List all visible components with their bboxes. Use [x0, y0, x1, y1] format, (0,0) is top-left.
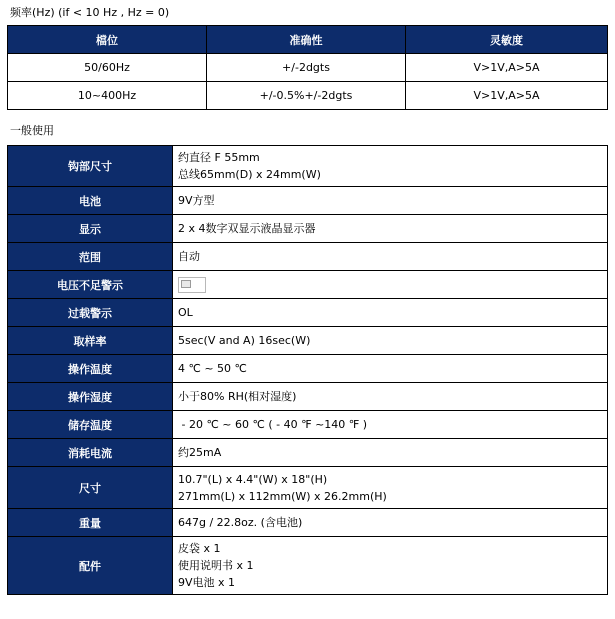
spec-value: [173, 146, 608, 187]
spec-key: 操作温度: [8, 355, 173, 383]
spec-row-dimensions: [8, 467, 608, 509]
header-sensitivity: 灵敏度: [406, 26, 608, 54]
spec-value: [173, 271, 608, 299]
spec-key: 过载警示: [8, 299, 173, 327]
spec-value-line: OL: [178, 306, 193, 319]
header-range: 檔位: [8, 26, 207, 54]
spec-value-line: 约25mA: [178, 446, 222, 459]
spec-value-line: 9V方型: [178, 194, 215, 207]
spec-value-line: 皮袋 x 1: [178, 542, 221, 555]
table-header-row: [8, 26, 608, 54]
spec-row-operating-temp: [8, 355, 608, 383]
spec-row-range: [8, 243, 608, 271]
cell-sensitivity: V>1V,A>5A: [406, 54, 608, 82]
frequency-caption: 频率(Hz) (if < 10 Hz , Hz = 0): [10, 6, 170, 19]
spec-value: [173, 243, 608, 271]
spec-key: 钩部尺寸: [8, 146, 173, 187]
spec-key: 取样率: [8, 327, 173, 355]
spec-value: [173, 215, 608, 243]
spec-value: [173, 509, 608, 537]
spec-key: 范围: [8, 243, 173, 271]
spec-key: 操作湿度: [8, 383, 173, 411]
general-spec-table: [7, 145, 608, 595]
spec-value: [173, 411, 608, 439]
spec-value-line: 使用说明书 x 1: [178, 559, 254, 572]
spec-value-line: 5sec(V and A) 16sec(W): [178, 334, 311, 347]
spec-value-line: 总线65mm(D) x 24mm(W): [178, 168, 321, 181]
spec-row-overload: [8, 299, 608, 327]
spec-row-low-voltage: [8, 271, 608, 299]
spec-row-display: [8, 215, 608, 243]
spec-row-hook-size: [8, 146, 608, 187]
spec-value: [173, 383, 608, 411]
spec-value-line: 4 ℃ ~ 50 ℃: [178, 362, 247, 375]
spec-value-line: 约直径 F 55mm: [178, 151, 260, 164]
spec-row-storage-temp: [8, 411, 608, 439]
spec-key: 电压不足警示: [8, 271, 173, 299]
spec-value-line: 9V电池 x 1: [178, 576, 236, 589]
spec-value: [173, 439, 608, 467]
spec-value: [173, 537, 608, 595]
spec-value-line: 10.7"(L) x 4.4"(W) x 18"(H): [178, 472, 328, 486]
spec-row-sample-rate: [8, 327, 608, 355]
spec-row-operating-humidity: [8, 383, 608, 411]
cell-accuracy: +/-2dgts: [207, 54, 406, 82]
spec-value: [173, 355, 608, 383]
cell-range: 10~400Hz: [8, 82, 207, 110]
table-row: [8, 82, 608, 110]
spec-key: 显示: [8, 215, 173, 243]
cell-accuracy: +/-0.5%+/-2dgts: [207, 82, 406, 110]
spec-value-line: 自动: [178, 250, 200, 263]
spec-key: 电池: [8, 187, 173, 215]
cell-sensitivity: V>1V,A>5A: [406, 82, 608, 110]
spec-row-weight: [8, 509, 608, 537]
spec-value-line: 2 x 4数字双显示液晶显示器: [178, 222, 316, 235]
spec-value-line: - 20 ℃ ~ 60 ℃ ( - 40 ℉ ~140 ℉ ): [178, 418, 368, 431]
header-accuracy: 准确性: [207, 26, 406, 54]
spec-value: [173, 327, 608, 355]
spec-row-battery: [8, 187, 608, 215]
spec-value: [173, 187, 608, 215]
spec-key: 尺寸: [8, 467, 173, 509]
spec-key: 消耗电流: [8, 439, 173, 467]
broken-image-icon: [178, 277, 206, 293]
spec-value-line: 647g / 22.8oz. (含电池): [178, 516, 303, 529]
spec-key: 储存温度: [8, 411, 173, 439]
spec-value: [173, 299, 608, 327]
general-use-caption: 一般使用: [10, 124, 54, 137]
table-row: [8, 54, 608, 82]
spec-key: 配件: [8, 537, 173, 595]
spec-row-accessories: [8, 537, 608, 595]
spec-value: [173, 467, 608, 509]
spec-row-current: [8, 439, 608, 467]
cell-range: 50/60Hz: [8, 54, 207, 82]
spec-value-line: 271mm(L) x 112mm(W) x 26.2mm(H): [178, 489, 387, 503]
frequency-spec-table: [7, 25, 608, 110]
spec-value-line: 小于80% RH(相对湿度): [178, 390, 297, 403]
spec-key: 重量: [8, 509, 173, 537]
